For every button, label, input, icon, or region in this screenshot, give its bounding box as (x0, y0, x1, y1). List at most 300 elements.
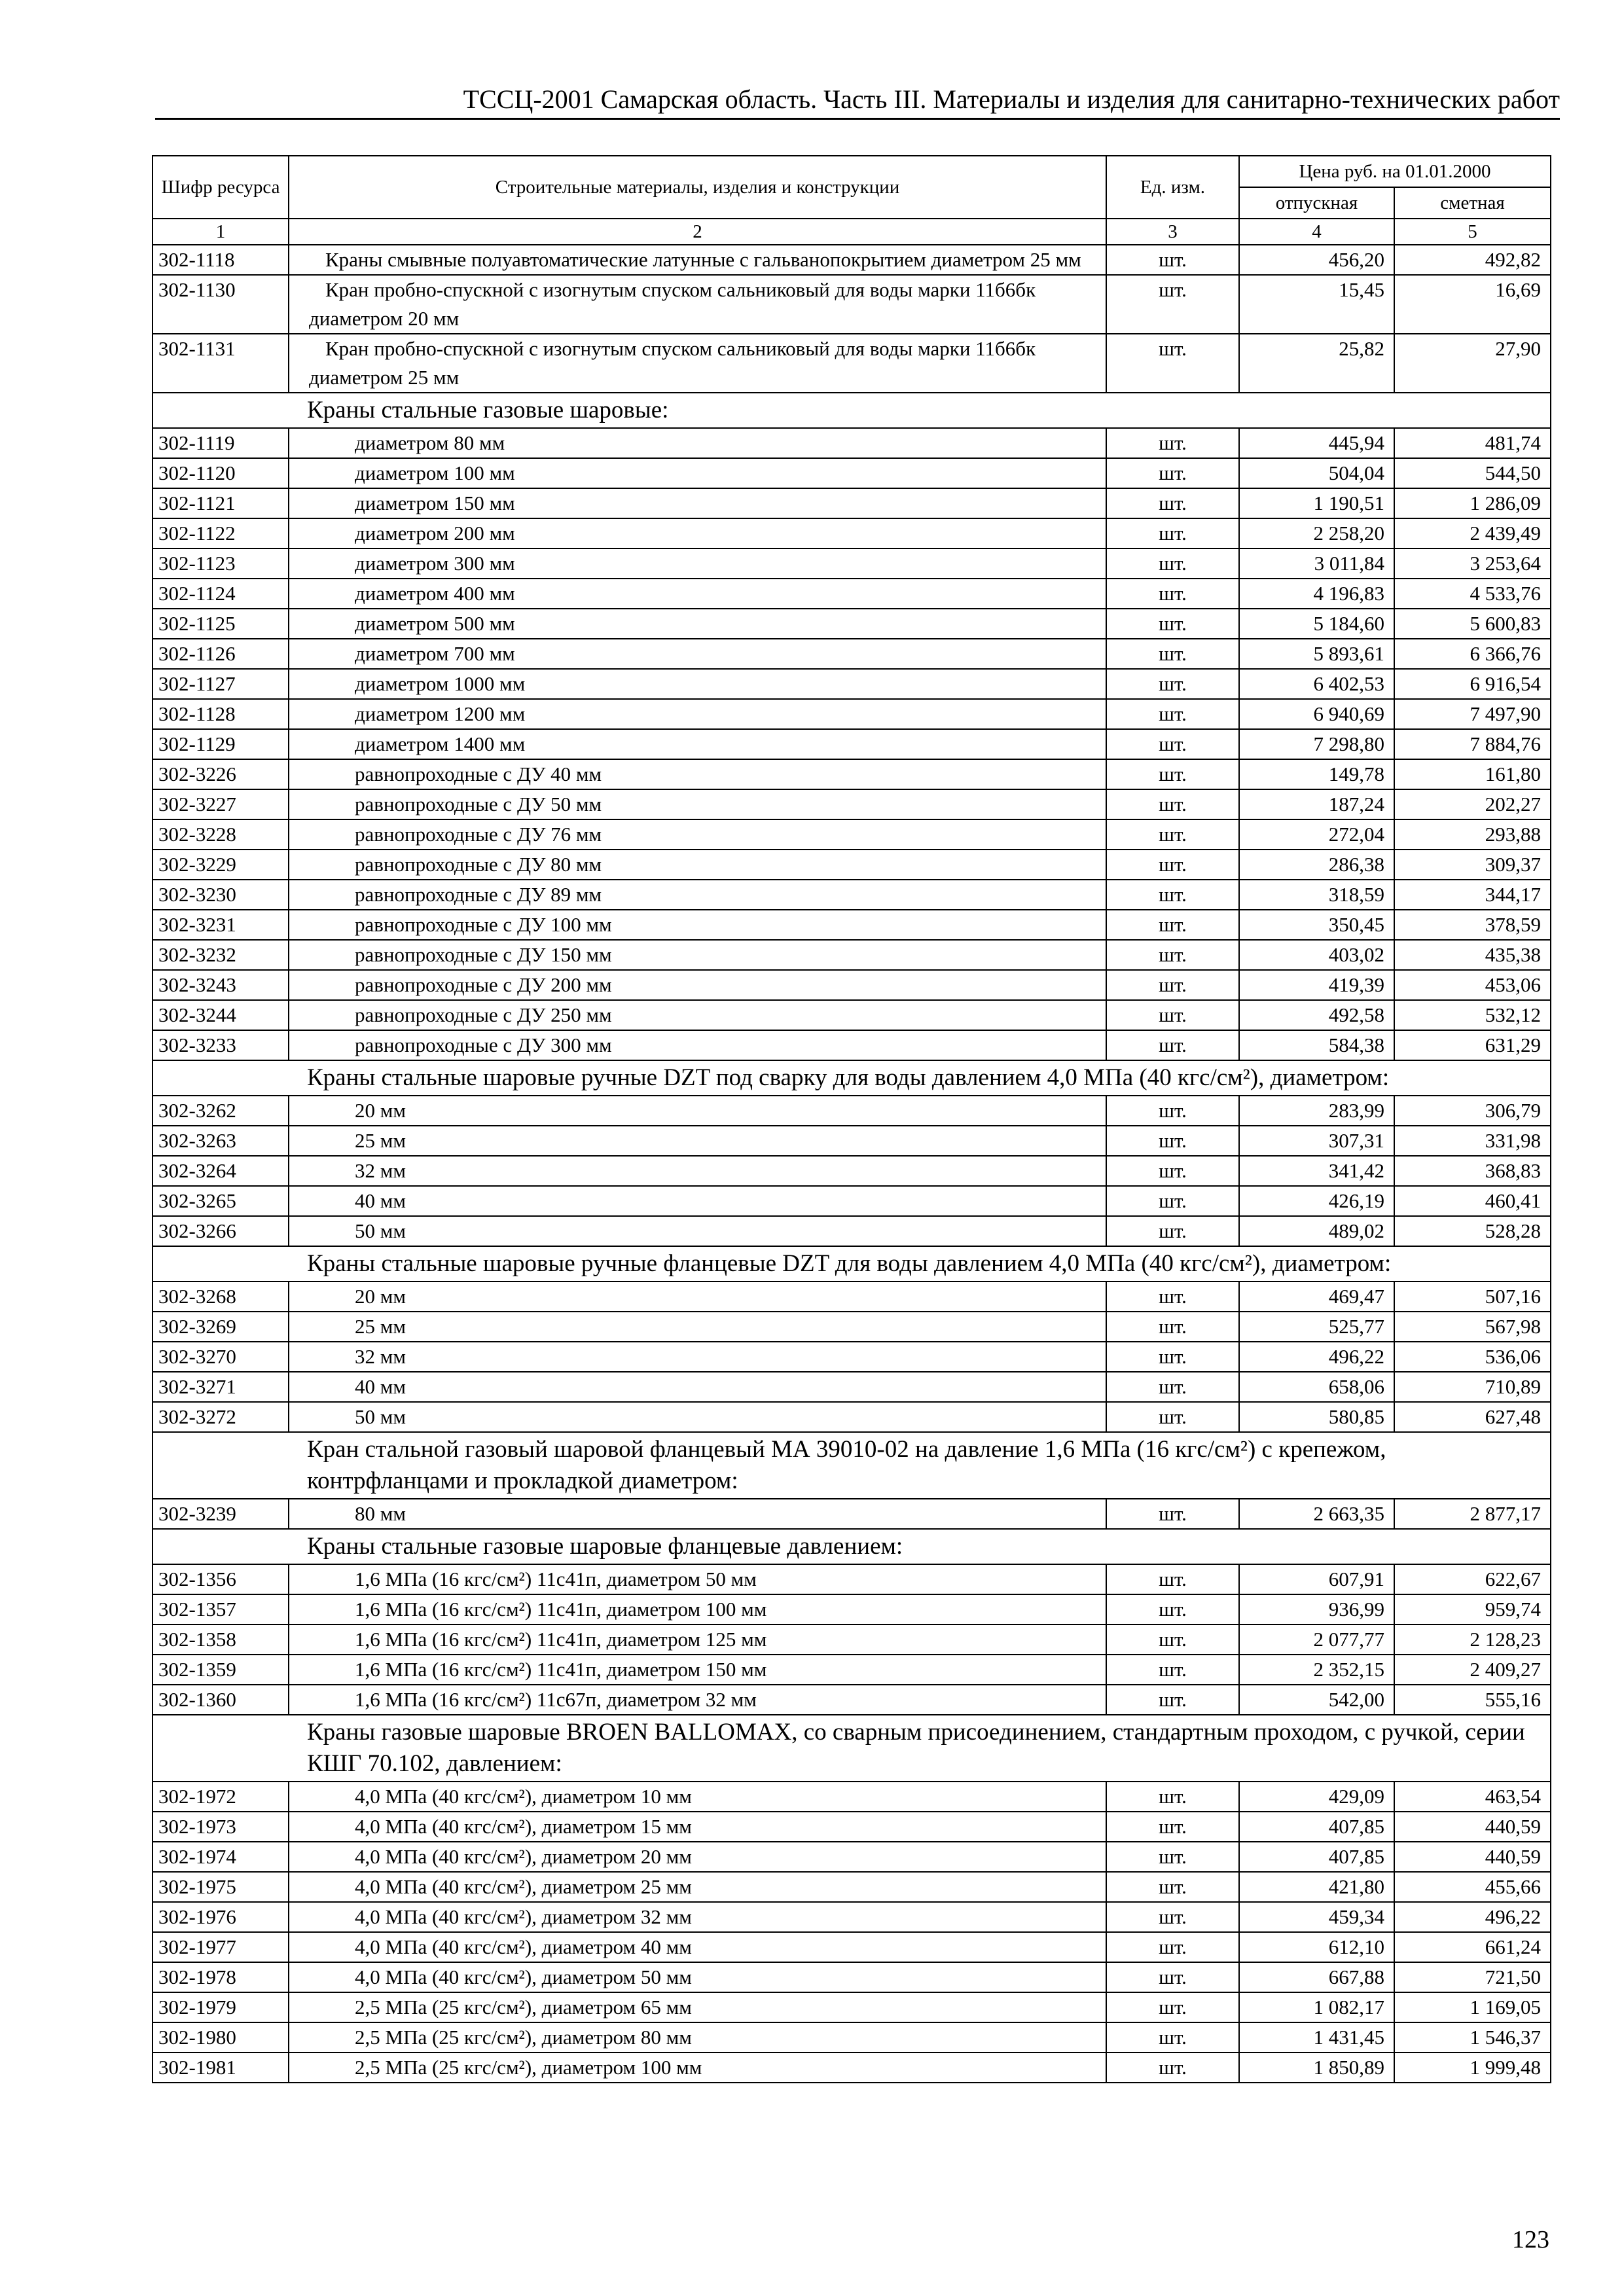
price-release: 2 663,35 (1239, 1499, 1394, 1529)
group-heading-row (153, 1246, 1551, 1282)
unit: шт. (1106, 1312, 1239, 1342)
price-estimate: 2 439,49 (1394, 518, 1551, 548)
material-name: диаметром 700 мм (289, 639, 1106, 669)
resource-code: 302-3228 (153, 819, 289, 850)
material-name: диаметром 100 мм (289, 458, 1106, 488)
price-estimate: 492,82 (1394, 245, 1551, 275)
table-row (153, 1186, 1551, 1216)
price-release: 456,20 (1239, 245, 1394, 275)
price-release: 492,58 (1239, 1000, 1394, 1030)
unit: шт. (1106, 1186, 1239, 1216)
price-release: 426,19 (1239, 1186, 1394, 1216)
price-release: 6 402,53 (1239, 669, 1394, 699)
price-estimate: 1 286,09 (1394, 488, 1551, 518)
unit: шт. (1106, 2022, 1239, 2053)
table-row (153, 1216, 1551, 1246)
price-estimate: 536,06 (1394, 1342, 1551, 1372)
material-name: 2,5 МПа (25 кгс/см²), диаметром 100 мм (289, 2053, 1106, 2083)
price-estimate: 1 546,37 (1394, 2022, 1551, 2053)
unit: шт. (1106, 1962, 1239, 1992)
unit: шт. (1106, 548, 1239, 579)
unit: шт. (1106, 759, 1239, 789)
price-estimate: 161,80 (1394, 759, 1551, 789)
price-release: 2 077,77 (1239, 1624, 1394, 1655)
material-name: 1,6 МПа (16 кгс/см²) 11с67п, диаметром 32 мм (289, 1685, 1106, 1715)
price-release: 407,85 (1239, 1842, 1394, 1872)
unit: шт. (1106, 1932, 1239, 1962)
table-row (153, 1499, 1551, 1529)
column-number: 3 (1106, 219, 1239, 245)
material-name: равнопроходные с ДУ 76 мм (289, 819, 1106, 850)
price-estimate: 5 600,83 (1394, 609, 1551, 639)
price-estimate: 2 409,27 (1394, 1655, 1551, 1685)
page-number: 123 (1512, 2226, 1549, 2253)
material-name: 4,0 МПа (40 кгс/см²), диаметром 25 мм (289, 1872, 1106, 1902)
price-release: 429,09 (1239, 1782, 1394, 1812)
table-row (153, 639, 1551, 669)
price-release: 445,94 (1239, 428, 1394, 458)
resource-code: 302-1129 (153, 729, 289, 759)
unit: шт. (1106, 245, 1239, 275)
table-body (153, 245, 1551, 2083)
unit: шт. (1106, 2053, 1239, 2083)
material-name: равнопроходные с ДУ 89 мм (289, 880, 1106, 910)
table-row (153, 699, 1551, 729)
price-release: 496,22 (1239, 1342, 1394, 1372)
header-price-release: отпускная (1239, 187, 1394, 219)
resource-code: 302-1974 (153, 1842, 289, 1872)
price-release: 459,34 (1239, 1902, 1394, 1932)
group-title: Краны газовые шаровые BROEN BALLOMAX, со сварным присоединением, стандартным проходом, с ручкой, серии КШГ 70.102, давлением: (153, 1715, 1551, 1782)
unit: шт. (1106, 518, 1239, 548)
material-name: 40 мм (289, 1372, 1106, 1402)
table-row (153, 1000, 1551, 1030)
material-name: 25 мм (289, 1126, 1106, 1156)
unit: шт. (1106, 1842, 1239, 1872)
price-estimate: 7 884,76 (1394, 729, 1551, 759)
resource-code: 302-3243 (153, 970, 289, 1000)
price-estimate: 2 128,23 (1394, 1624, 1551, 1655)
table-row (153, 1282, 1551, 1312)
resource-code: 302-1980 (153, 2022, 289, 2053)
table-row (153, 1342, 1551, 1372)
table-row (153, 1126, 1551, 1156)
resource-code: 302-3262 (153, 1096, 289, 1126)
table-row (153, 1312, 1551, 1342)
header-code: Шифр ресурса (153, 156, 289, 219)
price-release: 286,38 (1239, 850, 1394, 880)
material-name: диаметром 500 мм (289, 609, 1106, 639)
price-release: 542,00 (1239, 1685, 1394, 1715)
resource-code: 302-3239 (153, 1499, 289, 1529)
price-estimate: 2 877,17 (1394, 1499, 1551, 1529)
table-row (153, 245, 1551, 275)
price-release: 607,91 (1239, 1564, 1394, 1594)
price-estimate: 532,12 (1394, 1000, 1551, 1030)
table-row (153, 1030, 1551, 1060)
table-row (153, 458, 1551, 488)
material-name: равнопроходные с ДУ 80 мм (289, 850, 1106, 880)
material-name: равнопроходные с ДУ 150 мм (289, 940, 1106, 970)
price-release: 1 850,89 (1239, 2053, 1394, 2083)
resource-code: 302-1131 (153, 334, 289, 393)
group-title: Краны стальные газовые шаровые: (153, 393, 1551, 428)
column-number: 2 (289, 219, 1106, 245)
price-estimate: 959,74 (1394, 1594, 1551, 1624)
price-estimate: 3 253,64 (1394, 548, 1551, 579)
price-estimate: 6 916,54 (1394, 669, 1551, 699)
price-release: 469,47 (1239, 1282, 1394, 1312)
unit: шт. (1106, 458, 1239, 488)
unit: шт. (1106, 729, 1239, 759)
unit: шт. (1106, 1782, 1239, 1812)
table-row (153, 910, 1551, 940)
price-estimate: 368,83 (1394, 1156, 1551, 1186)
price-estimate: 6 366,76 (1394, 639, 1551, 669)
price-release: 667,88 (1239, 1962, 1394, 1992)
resource-code: 302-1120 (153, 458, 289, 488)
price-release: 272,04 (1239, 819, 1394, 850)
price-estimate: 463,54 (1394, 1782, 1551, 1812)
material-name: 1,6 МПа (16 кгс/см²) 11с41п, диаметром 50 мм (289, 1564, 1106, 1594)
table-row (153, 1842, 1551, 1872)
resource-code: 302-1130 (153, 275, 289, 334)
price-estimate: 440,59 (1394, 1842, 1551, 1872)
price-release: 403,02 (1239, 940, 1394, 970)
table-row (153, 1096, 1551, 1126)
group-heading-row (153, 1715, 1551, 1782)
column-number: 5 (1394, 219, 1551, 245)
material-name: диаметром 1200 мм (289, 699, 1106, 729)
price-release: 5 893,61 (1239, 639, 1394, 669)
price-estimate: 453,06 (1394, 970, 1551, 1000)
price-estimate: 27,90 (1394, 334, 1551, 393)
price-release: 2 352,15 (1239, 1655, 1394, 1685)
table-row (153, 334, 1551, 393)
resource-code: 302-1126 (153, 639, 289, 669)
material-name: 4,0 МПа (40 кгс/см²), диаметром 10 мм (289, 1782, 1106, 1812)
material-name: равнопроходные с ДУ 40 мм (289, 759, 1106, 789)
table-row (153, 2053, 1551, 2083)
material-name: 50 мм (289, 1216, 1106, 1246)
unit: шт. (1106, 275, 1239, 334)
table-row (153, 1655, 1551, 1685)
column-number: 4 (1239, 219, 1394, 245)
unit: шт. (1106, 1030, 1239, 1060)
resource-code: 302-1978 (153, 1962, 289, 1992)
material-name: 4,0 МПа (40 кгс/см²), диаметром 32 мм (289, 1902, 1106, 1932)
price-estimate: 507,16 (1394, 1282, 1551, 1312)
unit: шт. (1106, 1216, 1239, 1246)
resource-code: 302-1973 (153, 1812, 289, 1842)
price-release: 318,59 (1239, 880, 1394, 910)
table-row (153, 819, 1551, 850)
group-heading-row (153, 393, 1551, 428)
resource-code: 302-3229 (153, 850, 289, 880)
resource-code: 302-3270 (153, 1342, 289, 1372)
price-estimate: 202,27 (1394, 789, 1551, 819)
group-title: Краны стальные шаровые ручные DZT под сварку для воды давлением 4,0 МПа (40 кгс/см²), диаметром: (153, 1060, 1551, 1096)
unit: шт. (1106, 1992, 1239, 2022)
table-row (153, 1402, 1551, 1432)
material-name: Краны смывные полуавтоматические латунные с гальванопокрытием диаметром 25 мм (289, 245, 1106, 275)
material-name: Кран пробно-спускной с изогнутым спуском сальниковый для воды марки 11б6бк диаметром 25 мм (289, 334, 1106, 393)
resource-code: 302-1979 (153, 1992, 289, 2022)
price-release: 149,78 (1239, 759, 1394, 789)
resource-code: 302-3231 (153, 910, 289, 940)
table-row (153, 1812, 1551, 1842)
unit: шт. (1106, 1156, 1239, 1186)
price-estimate: 1 999,48 (1394, 2053, 1551, 2083)
table-row (153, 1962, 1551, 1992)
resource-code: 302-1118 (153, 245, 289, 275)
price-estimate: 455,66 (1394, 1872, 1551, 1902)
resource-code: 302-1358 (153, 1624, 289, 1655)
resource-code: 302-1121 (153, 488, 289, 518)
resource-code: 302-3230 (153, 880, 289, 910)
unit: шт. (1106, 880, 1239, 910)
material-name: 1,6 МПа (16 кгс/см²) 11с41п, диаметром 150 мм (289, 1655, 1106, 1685)
table-row (153, 759, 1551, 789)
price-estimate: 721,50 (1394, 1962, 1551, 1992)
unit: шт. (1106, 1372, 1239, 1402)
material-name: Кран пробно-спускной с изогнутым спуском сальниковый для воды марки 11б6бк диаметром 20 мм (289, 275, 1106, 334)
material-name: 20 мм (289, 1282, 1106, 1312)
table-row (153, 1932, 1551, 1962)
unit: шт. (1106, 609, 1239, 639)
resource-code: 302-1359 (153, 1655, 289, 1685)
material-name: диаметром 150 мм (289, 488, 1106, 518)
table-row (153, 1564, 1551, 1594)
resource-code: 302-3271 (153, 1372, 289, 1402)
group-heading-row (153, 1432, 1551, 1499)
price-estimate: 435,38 (1394, 940, 1551, 970)
table-row (153, 548, 1551, 579)
material-name: 4,0 МПа (40 кгс/см²), диаметром 20 мм (289, 1842, 1106, 1872)
material-name: равнопроходные с ДУ 50 мм (289, 789, 1106, 819)
unit: шт. (1106, 1872, 1239, 1902)
material-name: 50 мм (289, 1402, 1106, 1432)
table-row (153, 275, 1551, 334)
resource-code: 302-3232 (153, 940, 289, 970)
table-row (153, 940, 1551, 970)
price-release: 187,24 (1239, 789, 1394, 819)
price-release: 15,45 (1239, 275, 1394, 334)
resource-code: 302-1357 (153, 1594, 289, 1624)
unit: шт. (1106, 970, 1239, 1000)
table-row (153, 1872, 1551, 1902)
resource-code: 302-1119 (153, 428, 289, 458)
price-estimate: 16,69 (1394, 275, 1551, 334)
resource-code: 302-1356 (153, 1564, 289, 1594)
unit: шт. (1106, 940, 1239, 970)
unit: шт. (1106, 1000, 1239, 1030)
resource-code: 302-1122 (153, 518, 289, 548)
table-row (153, 609, 1551, 639)
group-title: Кран стальной газовый шаровой фланцевый МА 39010-02 на давление 1,6 МПа (16 кгс/см²) с крепежом, контрфланцами и прокладкой диаметром: (153, 1432, 1551, 1499)
unit: шт. (1106, 1655, 1239, 1685)
resource-code: 302-1127 (153, 669, 289, 699)
resource-code: 302-1972 (153, 1782, 289, 1812)
price-estimate: 7 497,90 (1394, 699, 1551, 729)
resource-code: 302-1124 (153, 579, 289, 609)
table-row (153, 729, 1551, 759)
unit: шт. (1106, 699, 1239, 729)
material-name: 4,0 МПа (40 кгс/см²), диаметром 15 мм (289, 1812, 1106, 1842)
resource-code: 302-1975 (153, 1872, 289, 1902)
unit: шт. (1106, 1342, 1239, 1372)
price-estimate: 460,41 (1394, 1186, 1551, 1216)
resource-code: 302-1360 (153, 1685, 289, 1715)
material-name: равнопроходные с ДУ 100 мм (289, 910, 1106, 940)
price-table (152, 155, 1551, 2083)
price-estimate: 627,48 (1394, 1402, 1551, 1432)
price-release: 6 940,69 (1239, 699, 1394, 729)
table-row (153, 880, 1551, 910)
column-number: 1 (153, 219, 289, 245)
table-row (153, 1594, 1551, 1624)
unit: шт. (1106, 1499, 1239, 1529)
price-estimate: 309,37 (1394, 850, 1551, 880)
table-row (153, 2022, 1551, 2053)
resource-code: 302-3263 (153, 1126, 289, 1156)
price-release: 489,02 (1239, 1216, 1394, 1246)
price-release: 504,04 (1239, 458, 1394, 488)
table-row (153, 518, 1551, 548)
material-name: диаметром 1000 мм (289, 669, 1106, 699)
table-row (153, 1782, 1551, 1812)
unit: шт. (1106, 850, 1239, 880)
table-row (153, 970, 1551, 1000)
material-name: 2,5 МПа (25 кгс/см²), диаметром 65 мм (289, 1992, 1106, 2022)
header-price-group: Цена руб. на 01.01.2000 (1239, 156, 1551, 187)
unit: шт. (1106, 1594, 1239, 1624)
price-estimate: 631,29 (1394, 1030, 1551, 1060)
header-price-estimate: сметная (1394, 187, 1551, 219)
unit: шт. (1106, 1812, 1239, 1842)
price-estimate: 496,22 (1394, 1902, 1551, 1932)
table-row (153, 850, 1551, 880)
material-name: 1,6 МПа (16 кгс/см²) 11с41п, диаметром 100 мм (289, 1594, 1106, 1624)
material-name: 4,0 МПа (40 кгс/см²), диаметром 40 мм (289, 1932, 1106, 1962)
group-heading-row (153, 1060, 1551, 1096)
price-release: 421,80 (1239, 1872, 1394, 1902)
unit: шт. (1106, 1126, 1239, 1156)
price-release: 612,10 (1239, 1932, 1394, 1962)
resource-code: 302-3244 (153, 1000, 289, 1030)
table-row (153, 669, 1551, 699)
price-estimate: 555,16 (1394, 1685, 1551, 1715)
group-title: Краны стальные шаровые ручные фланцевые DZT для воды давлением 4,0 МПа (40 кгс/см²), диаметром: (153, 1246, 1551, 1282)
unit: шт. (1106, 669, 1239, 699)
resource-code: 302-3233 (153, 1030, 289, 1060)
unit: шт. (1106, 1685, 1239, 1715)
table-row (153, 488, 1551, 518)
material-name: 32 мм (289, 1156, 1106, 1186)
material-name: 25 мм (289, 1312, 1106, 1342)
table-row (153, 579, 1551, 609)
unit: шт. (1106, 1624, 1239, 1655)
material-name: 32 мм (289, 1342, 1106, 1372)
group-heading-row (153, 1529, 1551, 1564)
price-release: 1 082,17 (1239, 1992, 1394, 2022)
price-release: 419,39 (1239, 970, 1394, 1000)
price-release: 350,45 (1239, 910, 1394, 940)
price-estimate: 567,98 (1394, 1312, 1551, 1342)
table-row (153, 428, 1551, 458)
material-name: 4,0 МПа (40 кгс/см²), диаметром 50 мм (289, 1962, 1106, 1992)
unit: шт. (1106, 1902, 1239, 1932)
material-name: диаметром 400 мм (289, 579, 1106, 609)
unit: шт. (1106, 1096, 1239, 1126)
price-estimate: 1 169,05 (1394, 1992, 1551, 2022)
header-unit: Ед. изм. (1106, 156, 1239, 219)
price-release: 4 196,83 (1239, 579, 1394, 609)
resource-code: 302-1976 (153, 1902, 289, 1932)
price-release: 283,99 (1239, 1096, 1394, 1126)
price-estimate: 528,28 (1394, 1216, 1551, 1246)
material-name: 20 мм (289, 1096, 1106, 1126)
resource-code: 302-3226 (153, 759, 289, 789)
resource-code: 302-1977 (153, 1932, 289, 1962)
price-release: 1 190,51 (1239, 488, 1394, 518)
table-row (153, 1902, 1551, 1932)
table-row (153, 1685, 1551, 1715)
price-estimate: 378,59 (1394, 910, 1551, 940)
unit: шт. (1106, 1402, 1239, 1432)
table-row (153, 1624, 1551, 1655)
price-release: 3 011,84 (1239, 548, 1394, 579)
material-name: равнопроходные с ДУ 300 мм (289, 1030, 1106, 1060)
price-estimate: 544,50 (1394, 458, 1551, 488)
unit: шт. (1106, 789, 1239, 819)
material-name: 2,5 МПа (25 кгс/см²), диаметром 80 мм (289, 2022, 1106, 2053)
price-release: 580,85 (1239, 1402, 1394, 1432)
unit: шт. (1106, 488, 1239, 518)
price-estimate: 440,59 (1394, 1812, 1551, 1842)
price-release: 25,82 (1239, 334, 1394, 393)
resource-code: 302-3266 (153, 1216, 289, 1246)
price-release: 584,38 (1239, 1030, 1394, 1060)
price-release: 341,42 (1239, 1156, 1394, 1186)
price-estimate: 293,88 (1394, 819, 1551, 850)
resource-code: 302-1123 (153, 548, 289, 579)
material-name: 1,6 МПа (16 кгс/см²) 11с41п, диаметром 125 мм (289, 1624, 1106, 1655)
price-release: 407,85 (1239, 1812, 1394, 1842)
unit: шт. (1106, 1564, 1239, 1594)
material-name: равнопроходные с ДУ 250 мм (289, 1000, 1106, 1030)
material-name: диаметром 80 мм (289, 428, 1106, 458)
material-name: равнопроходные с ДУ 200 мм (289, 970, 1106, 1000)
unit: шт. (1106, 579, 1239, 609)
price-release: 525,77 (1239, 1312, 1394, 1342)
header-divider (155, 118, 1560, 120)
table-row (153, 1992, 1551, 2022)
unit: шт. (1106, 334, 1239, 393)
unit: шт. (1106, 910, 1239, 940)
table-row (153, 1156, 1551, 1186)
price-release: 5 184,60 (1239, 609, 1394, 639)
material-name: 40 мм (289, 1186, 1106, 1216)
price-estimate: 710,89 (1394, 1372, 1551, 1402)
price-estimate: 4 533,76 (1394, 579, 1551, 609)
price-release: 936,99 (1239, 1594, 1394, 1624)
resource-code: 302-3264 (153, 1156, 289, 1186)
material-name: диаметром 200 мм (289, 518, 1106, 548)
material-name: 80 мм (289, 1499, 1106, 1529)
price-estimate: 331,98 (1394, 1126, 1551, 1156)
unit: шт. (1106, 819, 1239, 850)
